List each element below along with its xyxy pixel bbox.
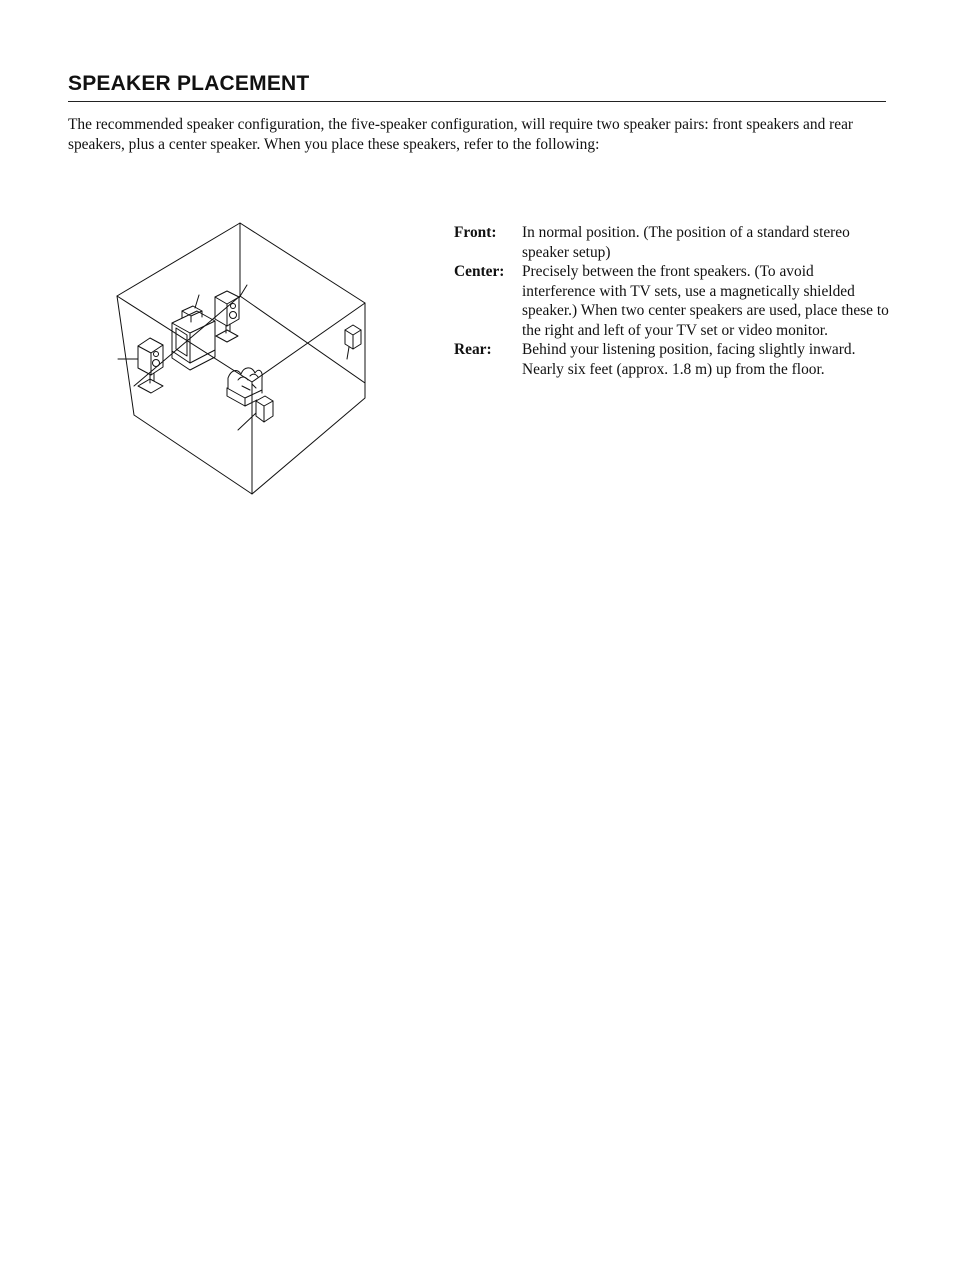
definition-term: Center:	[454, 263, 505, 280]
definition-term: Rear:	[454, 341, 492, 358]
definition-text: Precisely between the front speakers. (To avoid interference with TV sets, use a magnetically shielded speaker.) When two center speakers are used, place these to the right and left of your TV set or video monitor.	[522, 263, 889, 339]
rear-left-speaker-icon	[238, 396, 273, 430]
center-speaker-icon	[182, 295, 202, 322]
definition-term: Front:	[454, 224, 497, 241]
definition-center	[454, 262, 890, 340]
definition-rear	[454, 340, 890, 379]
room-diagram	[110, 218, 380, 498]
definition-text: In normal position. (The position of a standard stereo speaker setup)	[522, 224, 850, 261]
definition-text: Behind your listening position, facing slightly inward. Nearly six feet (approx. 1.8 m) up from the floor.	[522, 341, 856, 378]
room-outline	[117, 223, 365, 494]
intro-paragraph: The recommended speaker configuration, the five-speaker configuration, will require two speaker pairs: front speakers and rear speakers, plus a center speaker. When you place these speakers, refer to the following:	[68, 116, 854, 153]
page-title: SPEAKER PLACEMENT	[68, 72, 886, 102]
front-left-speaker-icon	[118, 338, 163, 393]
definition-front	[454, 223, 890, 262]
tv-set-icon	[172, 311, 215, 370]
rear-right-speaker-icon	[345, 325, 361, 359]
speaker-definitions	[454, 223, 890, 379]
